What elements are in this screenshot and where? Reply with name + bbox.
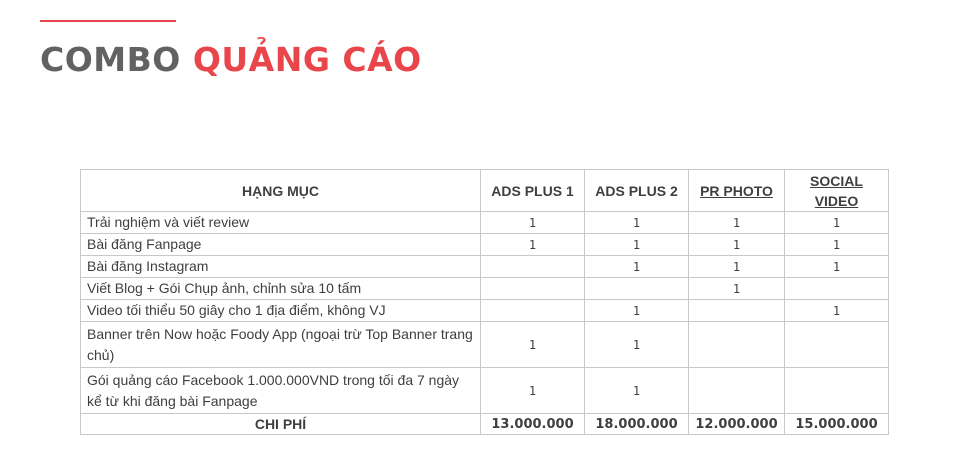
cell-value: 1 [481,234,585,256]
row-label: Banner trên Now hoặc Foody App (ngoại trừ Top Banner trang chủ) [81,322,481,368]
cell-value: 1 [689,256,785,278]
cell-value: 1 [689,234,785,256]
table-row [81,234,889,256]
cell-value: 1 [585,256,689,278]
cell-value [689,300,785,322]
cell-value: 1 [785,234,889,256]
combo-pricing-table [80,169,889,435]
cost-social-video: 15.000.000 [785,414,889,435]
cell-value [689,322,785,368]
row-label: Trải nghiệm và viết review [81,212,481,234]
row-label: Video tối thiểu 50 giây cho 1 địa điểm, không VJ [81,300,481,322]
title-part-combo: COMBO [40,40,181,79]
table-row [81,278,889,300]
title-part-quang-cao: QUẢNG CÁO [192,40,422,79]
header-ads-plus-2: ADS PLUS 2 [585,170,689,212]
cell-value [481,300,585,322]
cell-value: 1 [585,300,689,322]
cell-value: 1 [689,278,785,300]
row-label: Gói quảng cáo Facebook 1.000.000VND trong tối đa 7 ngày kể từ khi đăng bài Fanpage [81,368,481,414]
title-accent-line [40,20,176,22]
total-cost-label: CHI PHÍ [81,414,481,435]
cell-value: 1 [585,212,689,234]
header-ads-plus-1: ADS PLUS 1 [481,170,585,212]
row-label: Viết Blog + Gói Chụp ảnh, chỉnh sửa 10 tấm [81,278,481,300]
cost-pr-photo: 12.000.000 [689,414,785,435]
cell-value: 1 [585,322,689,368]
cell-value: 1 [785,300,889,322]
header-pr-photo-link[interactable]: PR PHOTO [689,170,785,212]
header-category: HẠNG MỤC [81,170,481,212]
header-social-video-link[interactable]: SOCIAL VIDEO [785,170,889,212]
cell-value: 1 [585,234,689,256]
cell-value [689,368,785,414]
cell-value: 1 [481,368,585,414]
cell-value [785,322,889,368]
total-cost-row [81,414,889,435]
cell-value: 1 [481,212,585,234]
cell-value [785,278,889,300]
cell-value: 1 [689,212,785,234]
cell-value: 1 [481,322,585,368]
cell-value: 1 [785,212,889,234]
table-row [81,212,889,234]
table-row [81,256,889,278]
cell-value: 1 [585,368,689,414]
cost-ads-plus-1: 13.000.000 [481,414,585,435]
cell-value: 1 [785,256,889,278]
cell-value [481,278,585,300]
row-label: Bài đăng Instagram [81,256,481,278]
table-row [81,300,889,322]
cell-value [481,256,585,278]
cost-ads-plus-2: 18.000.000 [585,414,689,435]
cell-value [585,278,689,300]
table-row [81,322,889,368]
table-row [81,368,889,414]
page-title [40,38,422,82]
row-label: Bài đăng Fanpage [81,234,481,256]
cell-value [785,368,889,414]
table-header-row [81,170,889,212]
